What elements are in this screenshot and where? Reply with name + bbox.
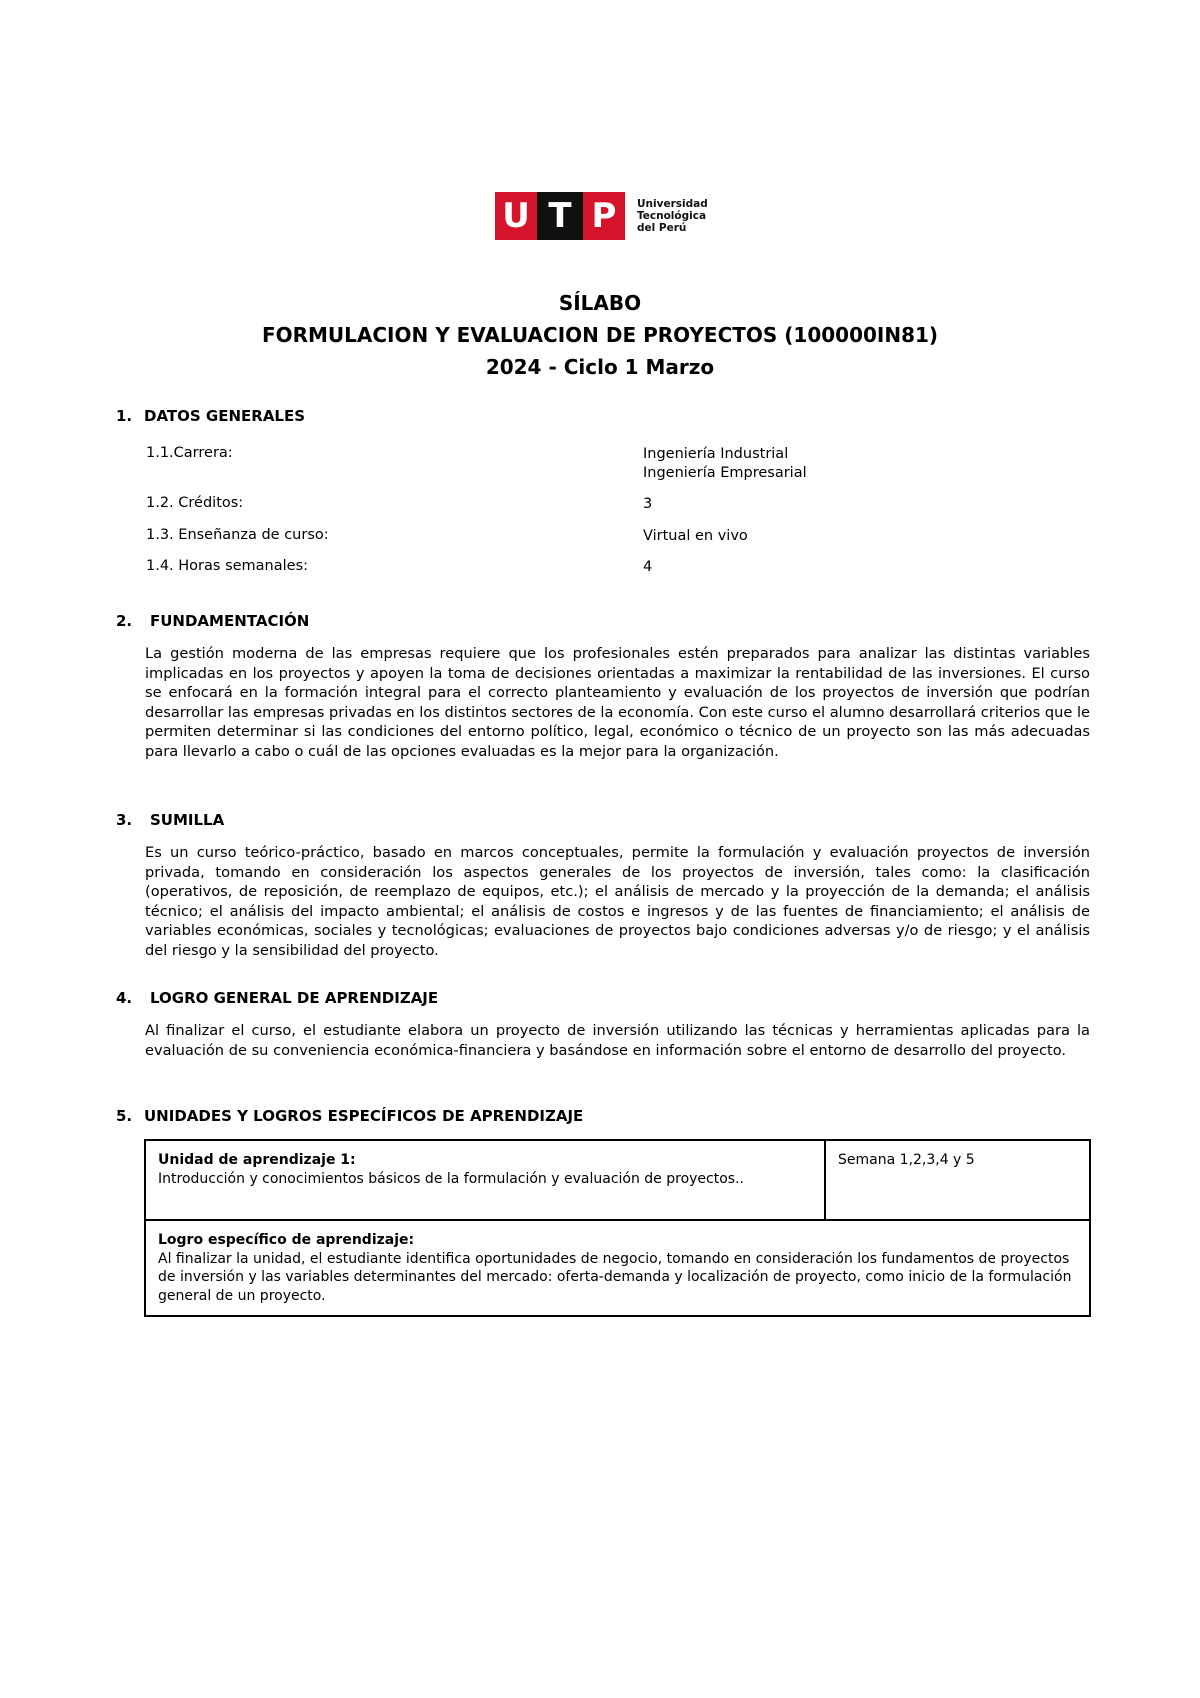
unit-title: Unidad de aprendizaje 1: — [158, 1152, 356, 1168]
datos-value-line: Ingeniería Empresarial — [643, 465, 807, 481]
logro-title: Logro específico de aprendizaje: — [158, 1232, 415, 1248]
section-title: DATOS GENERALES — [144, 407, 306, 425]
logo-text-line: del Perú — [637, 222, 687, 234]
section-heading — [116, 1107, 583, 1125]
sumilla-text: Es un curso teórico-práctico, basado en marcos conceptuales, permite la formulación y evaluación proyectos de inversión privada, tomando en consideración los aspectos generales de los proyectos de inversión, tales como: la clasificación (operativos, de reposición, de reemplazo de equipos, etc.); el análisis de mercado y la proyección de la demanda; el análisis técnico; el análisis del impacto ambiental; el análisis de costos e ingresos y de las fuentes de financiamiento; el análisis de variables económicas, sociales y tecnológicas; evaluaciones de proyectos bajo condiciones adversas y/o de riesgo; y el análisis del riesgo y la sensibilidad del proyecto. — [145, 844, 1090, 959]
section-heading — [116, 407, 305, 425]
section-title: LOGRO GENERAL DE APRENDIZAJE — [150, 989, 439, 1007]
section-heading — [116, 811, 224, 829]
unit-weeks-cell — [825, 1140, 1090, 1220]
section-number: 1. — [116, 407, 133, 425]
logo-letter-u: U — [495, 192, 537, 240]
unit-cell — [145, 1140, 825, 1220]
logo-text — [637, 198, 708, 234]
utp-logo — [495, 192, 708, 240]
datos-value: Virtual en vivo — [643, 528, 748, 544]
datos-label: 1.2. Créditos: — [146, 495, 244, 511]
datos-value: 4 — [643, 559, 653, 575]
section-number: 5. — [116, 1107, 133, 1125]
section-heading — [116, 612, 309, 630]
table-row — [145, 1140, 1090, 1220]
section-number: 2. — [116, 612, 133, 630]
section-title: SUMILLA — [150, 811, 225, 829]
logro-general-text: Al finalizar el curso, el estudiante elabora un proyecto de inversión utilizando las técnicas y herramientas aplicadas para la evaluación de su conveniencia económica-financiera y basándose en información sobre el entorno de desarrollo del proyecto. — [145, 1022, 1090, 1059]
fundamentacion-text: La gestión moderna de las empresas requiere que los profesionales estén preparados para analizar las distintas variables implicadas en los proyectos y apoyen la toma de decisiones orientadas a maximizar la rentabilidad de las inversiones. El curso se enfocará en la formación integral para el correcto planteamiento y evaluación de los proyectos de inversión que podrían desarrollar las empresas privadas en los distintos sectores de la economía. Con este curso el alumno desarrollará criterios que le permiten determinar si las condiciones del entorno político, legal, económico o técnico de un proyecto son las más adecuadas para llevarlo a cabo o cuál de las opciones evaluadas es la mejor para la organización. — [145, 645, 1090, 760]
logo-letter-t: T — [537, 192, 583, 240]
section-title: UNIDADES Y LOGROS ESPECÍFICOS DE APRENDIZAJE — [144, 1107, 584, 1125]
datos-value-line: Ingeniería Industrial — [643, 446, 789, 462]
datos-label: 1.3. Enseñanza de curso: — [146, 527, 329, 543]
logo-letter-p: P — [583, 192, 625, 240]
course-period: 2024 - Ciclo 1 Marzo — [485, 355, 715, 379]
logo-text-line: Universidad — [637, 198, 708, 210]
unit-description: Introducción y conocimientos básicos de la formulación y evaluación de proyectos.. — [158, 1170, 744, 1187]
logro-cell — [145, 1220, 1090, 1316]
logo-text-line: Tecnológica — [637, 210, 707, 222]
table-row — [145, 1220, 1090, 1316]
units-table — [144, 1139, 1091, 1317]
document-title: SÍLABO — [558, 291, 642, 315]
logro-text: Al finalizar la unidad, el estudiante identifica oportunidades de negocio, tomando en consideración los fundamentos de proyectos de inversión y las variables determinantes del mercado: oferta-demanda y localización de proyecto, como inicio de la formulación general de un proyecto. — [158, 1250, 1072, 1304]
datos-label: 1.1.Carrera: — [146, 445, 233, 461]
unit-weeks: Semana 1,2,3,4 y 5 — [838, 1152, 975, 1168]
section-number: 3. — [116, 811, 133, 829]
datos-label: 1.4. Horas semanales: — [146, 558, 309, 574]
datos-value: 3 — [643, 496, 653, 512]
course-title: FORMULACION Y EVALUACION DE PROYECTOS (100000IN81) — [261, 323, 939, 347]
section-number: 4. — [116, 989, 133, 1007]
datos-value — [643, 445, 807, 483]
section-heading — [116, 989, 438, 1007]
section-title: FUNDAMENTACIÓN — [150, 612, 310, 630]
